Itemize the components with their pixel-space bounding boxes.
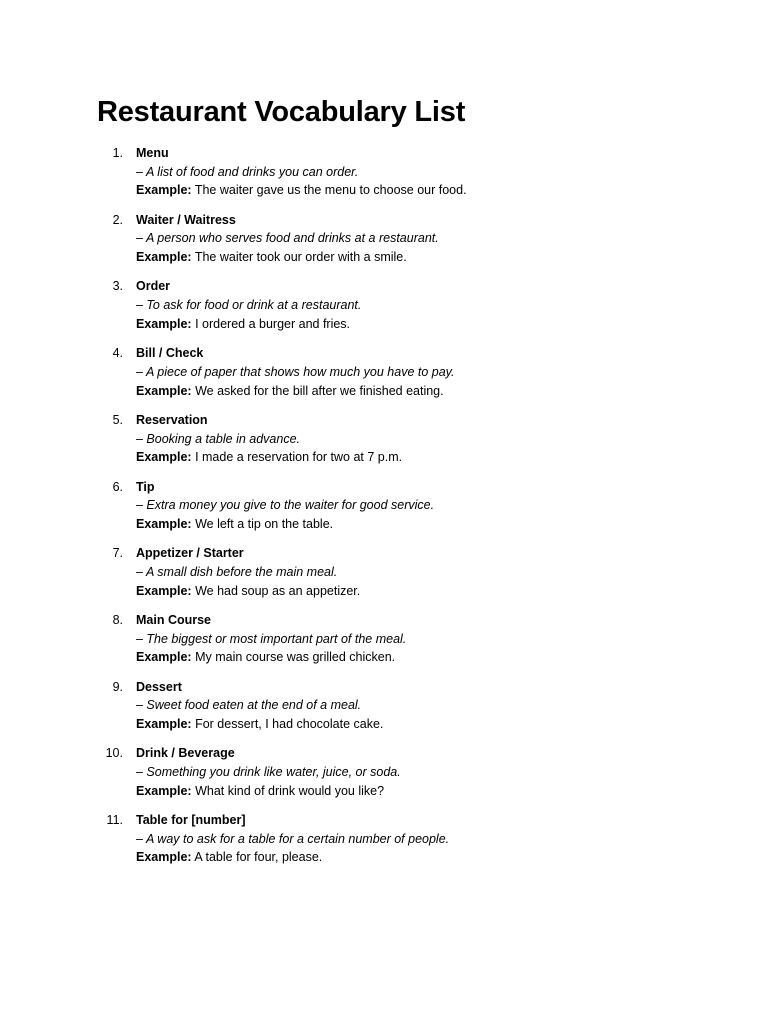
list-item — [0, 811, 768, 869]
example-text: We left a tip on the table. — [195, 516, 334, 531]
vocab-example — [136, 715, 696, 734]
example-label: Example: — [136, 650, 192, 665]
vocab-example — [136, 448, 696, 467]
list-item — [0, 211, 768, 269]
list-item — [0, 744, 768, 802]
example-text: I made a reservation for two at 7 p.m. — [195, 450, 403, 465]
list-item — [0, 478, 768, 536]
vocab-example — [136, 848, 696, 867]
example-label: Example: — [136, 316, 192, 331]
page-title: Restaurant Vocabulary List — [97, 96, 466, 128]
list-item — [0, 611, 768, 669]
list-item — [0, 678, 768, 736]
item-number: 1. — [112, 146, 123, 160]
vocab-term: Tip — [136, 479, 155, 494]
example-label: Example: — [136, 850, 192, 865]
vocab-definition: – To ask for food or drink at a restaurant. — [136, 298, 362, 313]
vocab-definition: – A person who serves food and drinks at a restaurant. — [136, 231, 439, 246]
vocab-definition: – Something you drink like water, juice, or soda. — [136, 765, 401, 779]
example-label: Example: — [136, 583, 192, 598]
example-text: What kind of drink would you like? — [195, 783, 385, 798]
item-number: 6. — [112, 479, 123, 494]
vocab-term: Bill / Check — [136, 346, 204, 361]
vocab-definition: – A small dish before the main meal. — [136, 564, 338, 579]
item-number: 4. — [112, 346, 123, 361]
example-label: Example: — [136, 183, 192, 198]
vocab-definition: – The biggest or most important part of the meal. — [136, 631, 407, 646]
item-number: 11. — [106, 813, 123, 827]
vocab-term: Appetizer / Starter — [136, 546, 244, 561]
vocab-term: Main Course — [136, 612, 212, 627]
vocab-example — [136, 248, 696, 267]
example-label: Example: — [136, 783, 192, 798]
example-text: For dessert, I had chocolate cake. — [195, 717, 384, 731]
vocab-definition: – Booking a table in advance. — [136, 431, 301, 446]
vocab-term: Reservation — [136, 412, 208, 427]
list-item — [0, 144, 768, 202]
example-label: Example: — [136, 450, 192, 465]
list-item — [0, 344, 768, 402]
example-text: My main course was grilled chicken. — [195, 650, 396, 665]
vocab-example — [136, 582, 696, 601]
vocab-example — [136, 782, 696, 801]
vocab-term: Menu — [136, 146, 169, 160]
vocab-term: Dessert — [136, 679, 182, 694]
item-number: 7. — [112, 546, 123, 561]
item-number: 9. — [112, 679, 123, 694]
vocab-term: Drink / Beverage — [136, 746, 235, 761]
item-number: 8. — [112, 612, 123, 627]
vocab-term: Table for [number] — [136, 813, 246, 827]
vocab-definition: – A list of food and drinks you can order. — [136, 164, 359, 179]
item-number: 5. — [112, 412, 123, 427]
example-label: Example: — [136, 516, 192, 531]
example-text: I ordered a burger and fries. — [195, 316, 351, 331]
example-text: We had soup as an appetizer. — [195, 583, 361, 598]
item-number: 10. — [105, 746, 123, 761]
example-label: Example: — [136, 717, 192, 731]
vocab-example — [136, 181, 696, 200]
vocab-term: Order — [136, 279, 171, 294]
example-text: We asked for the bill after we finished eating. — [195, 383, 444, 398]
vocab-example — [136, 382, 696, 401]
example-label: Example: — [136, 250, 192, 265]
vocab-term: Waiter / Waitress — [136, 212, 236, 227]
item-number: 3. — [112, 279, 123, 294]
list-item — [0, 277, 768, 335]
vocab-definition: – A piece of paper that shows how much you have to pay. — [136, 364, 455, 379]
example-text: The waiter took our order with a smile. — [194, 250, 407, 265]
vocab-definition: – Extra money you give to the waiter for good service. — [136, 498, 435, 513]
vocab-example — [136, 648, 696, 667]
vocab-example — [136, 315, 696, 334]
vocab-definition: – Sweet food eaten at the end of a meal. — [136, 698, 362, 713]
item-number: 2. — [112, 212, 123, 227]
vocab-definition: – A way to ask for a table for a certain number of people. — [136, 831, 450, 846]
example-label: Example: — [136, 383, 192, 398]
vocab-example — [136, 515, 696, 534]
example-text: The waiter gave us the menu to choose our food. — [194, 183, 467, 198]
example-text: A table for four, please. — [194, 850, 323, 865]
list-item — [0, 544, 768, 602]
list-item — [0, 411, 768, 469]
